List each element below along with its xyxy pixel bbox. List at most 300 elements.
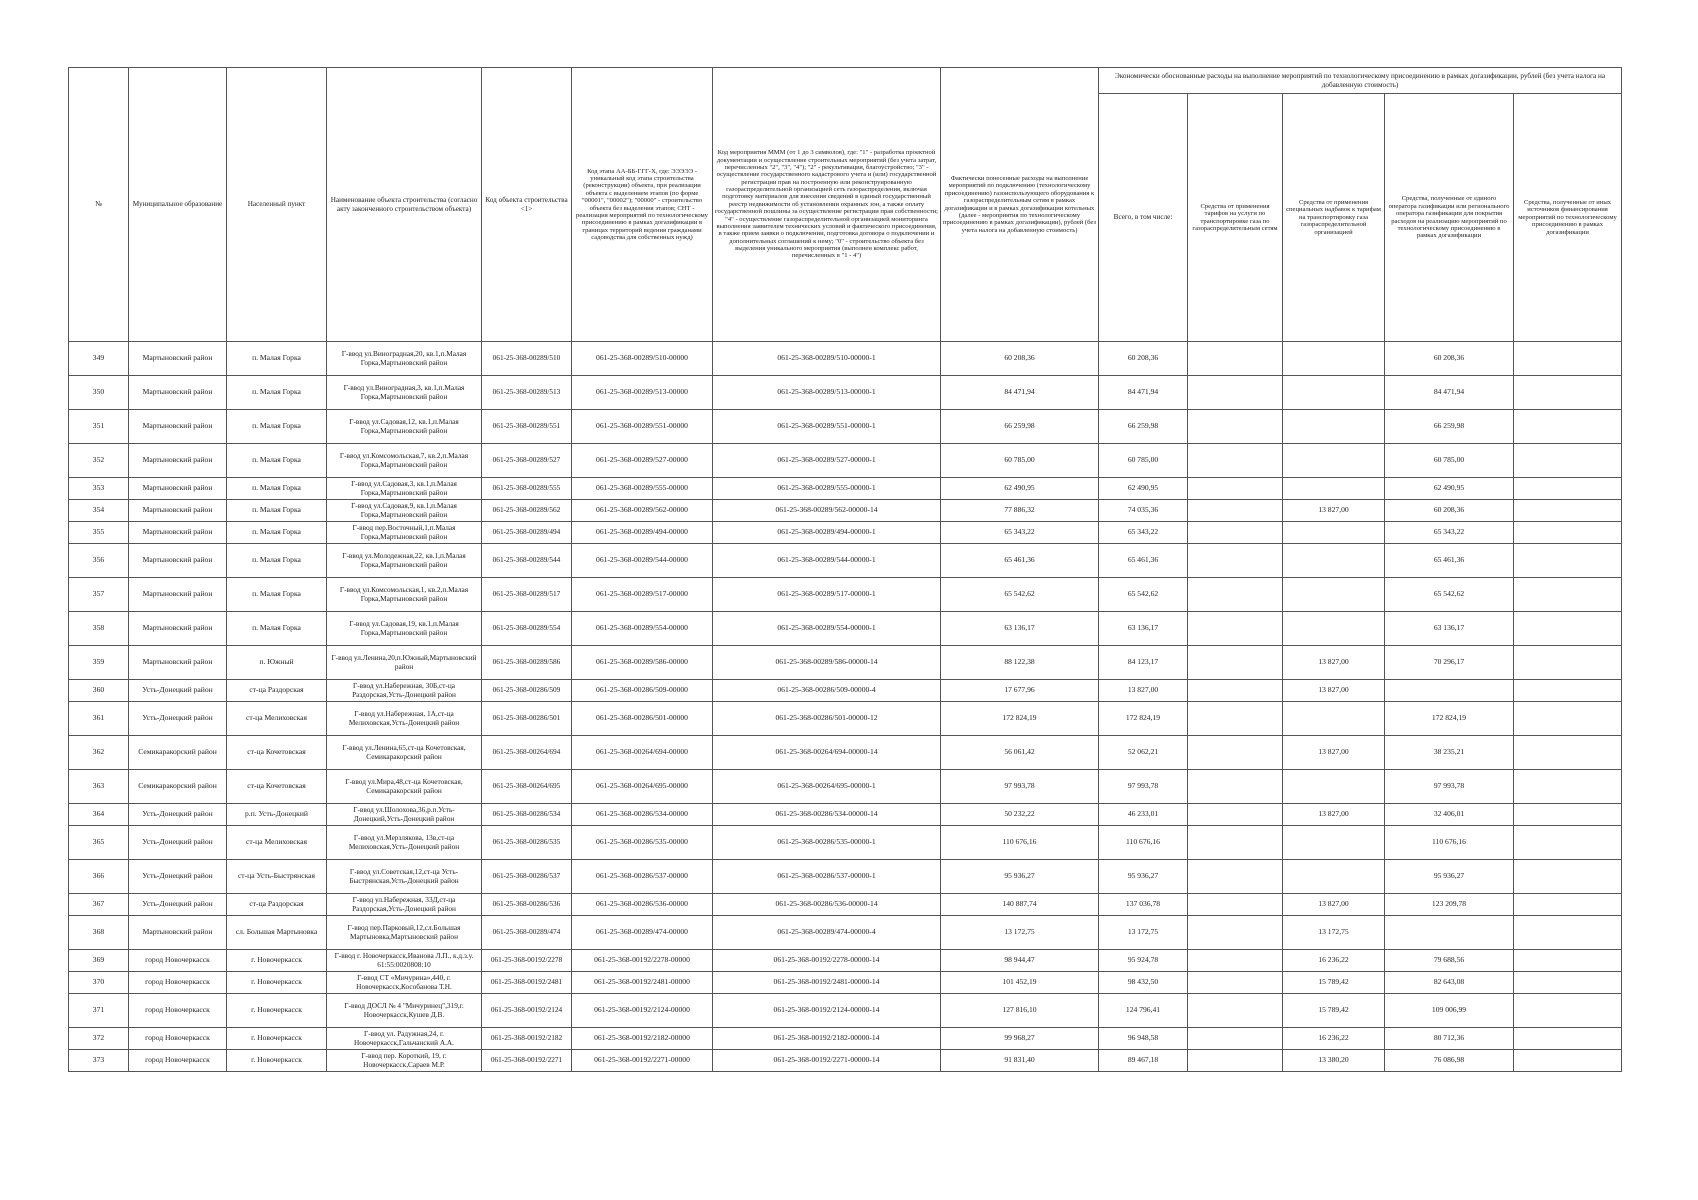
cell-total: 110 676,16 — [1099, 826, 1188, 860]
cell-measure-code: 061-25-368-00192/2271-00000-14 — [713, 1050, 941, 1072]
cell-num: 351 — [69, 410, 129, 444]
cell-operator: 38 235,21 — [1385, 736, 1514, 770]
cell-measure-code: 061-25-368-00289/527-00000-1 — [713, 444, 941, 478]
cell-total: 65 343,22 — [1099, 522, 1188, 544]
cell-tariff — [1188, 804, 1283, 826]
cell-other — [1514, 612, 1622, 646]
cell-stage-code: 061-25-368-00286/536-00000 — [572, 894, 713, 916]
cell-tariff — [1188, 612, 1283, 646]
cell-municipality: город Новочеркасск — [129, 972, 227, 994]
cell-other — [1514, 1050, 1622, 1072]
cell-tariff — [1188, 894, 1283, 916]
cell-actual: 60 785,00 — [941, 444, 1099, 478]
cell-num: 367 — [69, 894, 129, 916]
cell-total: 124 796,41 — [1099, 994, 1188, 1028]
cell-surcharge: 16 236,22 — [1283, 1028, 1385, 1050]
cell-surcharge — [1283, 578, 1385, 612]
cell-object: Г-ввод ул.Садовая,12, кв.1,п.Малая Горка,Мартыновский район — [327, 410, 482, 444]
cell-tariff — [1188, 1050, 1283, 1072]
cell-other — [1514, 342, 1622, 376]
cell-settlement: г. Новочеркасск — [227, 972, 327, 994]
cell-operator: 66 259,98 — [1385, 410, 1514, 444]
header-economic-group: Экономически обоснованные расходы на выполнение мероприятий по технологическому присоединению в рамках догазификации, рублей (без учета налога на добавленную стоимость) — [1099, 68, 1622, 94]
table-body — [69, 342, 1622, 1072]
cell-actual: 97 993,78 — [941, 770, 1099, 804]
cell-tariff — [1188, 680, 1283, 702]
header-municipality: Муниципальное образование — [129, 68, 227, 342]
cell-other — [1514, 376, 1622, 410]
cell-stage-code: 061-25-368-00286/537-00000 — [572, 860, 713, 894]
cell-measure-code: 061-25-368-00289/555-00000-1 — [713, 478, 941, 500]
cell-object: Г-ввод ДОСЛ № 4 "Мичуринец",319,г. Новочеркасск,Кушев Д.В. — [327, 994, 482, 1028]
cell-surcharge — [1283, 376, 1385, 410]
cell-stage-code: 061-25-368-00264/695-00000 — [572, 770, 713, 804]
cell-surcharge — [1283, 860, 1385, 894]
header-stage-code: Код этапа АА-ББ-ГГГ-Х, где: ЭЭЭЭЭ - уникальный код этапа строительства (реконструкции) объекта, при реализации объекта с выделением этапов (по форме "00001", "00002"); "00000" - строительство объекта без выделения этапов; СНТ - реализация мероприятий по технологическому присоединению в рамках догазификации в границах территорий ведения гражданами садоводства для собственных нужд) — [572, 68, 713, 342]
cell-municipality: Семикаракорский район — [129, 770, 227, 804]
cell-stage-code: 061-25-368-00289/474-00000 — [572, 916, 713, 950]
cell-settlement: п. Малая Горка — [227, 500, 327, 522]
cell-object: Г-ввод ул.Советская,12,ст-ца Усть-Быстрянская,Усть-Донецкий район — [327, 860, 482, 894]
cell-total: 137 036,78 — [1099, 894, 1188, 916]
cell-object-code: 061-25-368-00289/586 — [482, 646, 572, 680]
cell-other — [1514, 500, 1622, 522]
cell-total: 65 542,62 — [1099, 578, 1188, 612]
cell-measure-code: 061-25-368-00289/586-00000-14 — [713, 646, 941, 680]
cell-settlement: ст-ца Раздорская — [227, 680, 327, 702]
table-row — [69, 826, 1622, 860]
cell-operator: 172 824,19 — [1385, 702, 1514, 736]
cell-actual: 56 061,42 — [941, 736, 1099, 770]
cell-object-code: 061-25-368-00289/510 — [482, 342, 572, 376]
cell-operator: 62 490,95 — [1385, 478, 1514, 500]
cell-measure-code: 061-25-368-00264/695-00000-1 — [713, 770, 941, 804]
cell-stage-code: 061-25-368-00192/2182-00000 — [572, 1028, 713, 1050]
cell-object: Г-ввод ул.Набережная, 30Б,ст-ца Раздорская,Усть-Донецкий район — [327, 680, 482, 702]
cell-actual: 127 816,10 — [941, 994, 1099, 1028]
cell-stage-code: 061-25-368-00192/2278-00000 — [572, 950, 713, 972]
cell-object: Г-ввод ул.Комсомольская,7, кв.2,п.Малая Горка,Мартыновский район — [327, 444, 482, 478]
cell-municipality: город Новочеркасск — [129, 994, 227, 1028]
cell-other — [1514, 916, 1622, 950]
cell-total: 13 172,75 — [1099, 916, 1188, 950]
cell-object: Г-ввод ул.Садовая,3, кв.1,п.Малая Горка,Мартыновский район — [327, 478, 482, 500]
cell-total: 89 467,18 — [1099, 1050, 1188, 1072]
header-measure-code: Код мероприятия МММ (от 1 до 3 символов), где: "1" - разработка проектной документации и осуществление строительных мероприятий (без учета затрат, перечисленных "2", "3", "4"); "2" - рекультивация, благоустройство; "3" - осуществление государственного кадастрового учета и (или) государственной регистрации прав на построенную или реконструированную газораспределительной организацией сеть газораспределения, включая подготовку материалов для внесения сведений в единый государственный реестр недвижимости об установлении охранных зон, а также оплату государственной пошлины за осуществление регистрации прав собственности; "4" - осуществление газораспределительной организацией мониторинга выполнения заявителем технических условий и фактического присоединения, в также прием заявки о подключении, подготовка договора о подключении и дополнительных соглашений к нему; "0" - строительство объекта без выделения уникального мероприятия (выполнен комплекс работ, перечисленных в "1 - 4") — [713, 68, 941, 342]
cell-measure-code: 061-25-368-00286/509-00000-4 — [713, 680, 941, 702]
cell-other — [1514, 680, 1622, 702]
cell-surcharge — [1283, 410, 1385, 444]
cell-municipality: город Новочеркасск — [129, 1028, 227, 1050]
cell-stage-code: 061-25-368-00192/2271-00000 — [572, 1050, 713, 1072]
cell-operator: 60 785,00 — [1385, 444, 1514, 478]
cell-other — [1514, 1028, 1622, 1050]
cell-stage-code: 061-25-368-00192/2124-00000 — [572, 994, 713, 1028]
cell-num: 369 — [69, 950, 129, 972]
header-actual-costs: Фактически понесенные расходы на выполнение мероприятий по подключению (технологическому присоединению) газоиспользующего оборудования к газораспределительным сетям в рамках догазификации и в рамках догазификации котельных (далее - мероприятия по технологическому присоединению в рамках догазификации), рублей (без учета налога на добавленную стоимость) — [941, 68, 1099, 342]
table-row — [69, 376, 1622, 410]
cell-municipality: Мартыновский район — [129, 444, 227, 478]
cell-num: 363 — [69, 770, 129, 804]
cell-object-code: 061-25-368-00286/501 — [482, 702, 572, 736]
cell-actual: 60 208,36 — [941, 342, 1099, 376]
cell-stage-code: 061-25-368-00289/544-00000 — [572, 544, 713, 578]
cell-total: 98 432,50 — [1099, 972, 1188, 994]
cell-tariff — [1188, 500, 1283, 522]
cell-surcharge: 15 789,42 — [1283, 972, 1385, 994]
cell-object-code: 061-25-368-00264/695 — [482, 770, 572, 804]
cell-municipality: Мартыновский район — [129, 916, 227, 950]
cell-object: Г-ввод ул.Комсомольская,1, кв.2,п.Малая Горка,Мартыновский район — [327, 578, 482, 612]
table-row — [69, 702, 1622, 736]
cell-total: 84 123,17 — [1099, 646, 1188, 680]
cell-municipality: Мартыновский район — [129, 646, 227, 680]
cell-measure-code: 061-25-368-00289/494-00000-1 — [713, 522, 941, 544]
table-row — [69, 680, 1622, 702]
cell-measure-code: 061-25-368-00289/517-00000-1 — [713, 578, 941, 612]
cell-stage-code: 061-25-368-00289/494-00000 — [572, 522, 713, 544]
cell-surcharge: 16 236,22 — [1283, 950, 1385, 972]
cell-actual: 50 232,22 — [941, 804, 1099, 826]
cell-stage-code: 061-25-368-00289/551-00000 — [572, 410, 713, 444]
cell-other — [1514, 578, 1622, 612]
cell-num: 358 — [69, 612, 129, 646]
cell-surcharge — [1283, 770, 1385, 804]
cell-stage-code: 061-25-368-00289/586-00000 — [572, 646, 713, 680]
cell-tariff — [1188, 860, 1283, 894]
cell-measure-code: 061-25-368-00286/535-00000-1 — [713, 826, 941, 860]
cell-surcharge — [1283, 544, 1385, 578]
cell-operator: 84 471,94 — [1385, 376, 1514, 410]
cell-total: 60 785,00 — [1099, 444, 1188, 478]
cell-settlement: ст-ца Раздорская — [227, 894, 327, 916]
cell-object: Г-ввод ул.Ленина,20,п.Южный,Мартыновский район — [327, 646, 482, 680]
cell-object: Г-ввод пер. Короткий, 19, г. Новочеркасск,Сараев М.Р. — [327, 1050, 482, 1072]
cell-settlement: п. Малая Горка — [227, 612, 327, 646]
cell-tariff — [1188, 826, 1283, 860]
cell-tariff — [1188, 994, 1283, 1028]
cell-total: 97 993,78 — [1099, 770, 1188, 804]
cell-operator: 65 461,36 — [1385, 544, 1514, 578]
cell-num: 352 — [69, 444, 129, 478]
cell-num: 370 — [69, 972, 129, 994]
header-num: № — [69, 68, 129, 342]
cell-other — [1514, 972, 1622, 994]
cell-settlement: п. Малая Горка — [227, 376, 327, 410]
cell-actual: 95 936,27 — [941, 860, 1099, 894]
table-row — [69, 894, 1622, 916]
cell-municipality: Мартыновский район — [129, 522, 227, 544]
cell-actual: 65 461,36 — [941, 544, 1099, 578]
table-row — [69, 916, 1622, 950]
cell-operator: 80 712,36 — [1385, 1028, 1514, 1050]
cell-object-code: 061-25-368-00192/2271 — [482, 1050, 572, 1072]
cell-settlement: г. Новочеркасск — [227, 994, 327, 1028]
cell-object-code: 061-25-368-00286/536 — [482, 894, 572, 916]
table-row — [69, 478, 1622, 500]
cell-actual: 66 259,98 — [941, 410, 1099, 444]
cell-object-code: 061-25-368-00289/555 — [482, 478, 572, 500]
cell-other — [1514, 860, 1622, 894]
cell-other — [1514, 478, 1622, 500]
cell-municipality: Усть-Донецкий район — [129, 804, 227, 826]
cell-municipality: Мартыновский район — [129, 612, 227, 646]
cell-other — [1514, 994, 1622, 1028]
cell-total: 172 824,19 — [1099, 702, 1188, 736]
cell-stage-code: 061-25-368-00264/694-00000 — [572, 736, 713, 770]
table-row — [69, 950, 1622, 972]
cell-total: 84 471,94 — [1099, 376, 1188, 410]
cell-actual: 65 542,62 — [941, 578, 1099, 612]
cell-total: 52 062,21 — [1099, 736, 1188, 770]
cell-surcharge: 13 827,00 — [1283, 736, 1385, 770]
cell-municipality: Семикаракорский район — [129, 736, 227, 770]
cell-surcharge — [1283, 444, 1385, 478]
cell-municipality: Мартыновский район — [129, 410, 227, 444]
cell-other — [1514, 444, 1622, 478]
cell-tariff — [1188, 444, 1283, 478]
cell-object: Г-ввод ул.Шолохова,36,р.п.Усть-Донецкий,Усть-Донецкий район — [327, 804, 482, 826]
cell-num: 371 — [69, 994, 129, 1028]
cell-settlement: ст-ца Мелиховская — [227, 702, 327, 736]
cell-settlement: п. Малая Горка — [227, 522, 327, 544]
cell-object-code: 061-25-368-00289/474 — [482, 916, 572, 950]
cell-object: Г-ввод СТ «Мичурина»,440, г. Новочеркасск,Кособанова Т.Н. — [327, 972, 482, 994]
cell-stage-code: 061-25-368-00289/527-00000 — [572, 444, 713, 478]
cell-total: 95 924,78 — [1099, 950, 1188, 972]
cell-object-code: 061-25-368-00289/513 — [482, 376, 572, 410]
cell-num: 350 — [69, 376, 129, 410]
cell-object-code: 061-25-368-00192/2278 — [482, 950, 572, 972]
table-row — [69, 972, 1622, 994]
cell-settlement: п. Малая Горка — [227, 444, 327, 478]
cell-measure-code: 061-25-368-00286/534-00000-14 — [713, 804, 941, 826]
cell-object-code: 061-25-368-00289/527 — [482, 444, 572, 478]
table-row — [69, 860, 1622, 894]
cell-municipality: Мартыновский район — [129, 376, 227, 410]
cell-municipality: город Новочеркасск — [129, 1050, 227, 1072]
cell-settlement: п. Малая Горка — [227, 342, 327, 376]
cell-tariff — [1188, 478, 1283, 500]
cell-surcharge: 13 827,00 — [1283, 680, 1385, 702]
cell-object-code: 061-25-368-00286/537 — [482, 860, 572, 894]
header-object-name: Наименование объекта строительства (согласно акту законченного строительством объекта) — [327, 68, 482, 342]
cell-total: 46 233,01 — [1099, 804, 1188, 826]
cell-num: 362 — [69, 736, 129, 770]
cell-tariff — [1188, 410, 1283, 444]
table-row — [69, 1050, 1622, 1072]
cell-object: Г-ввод пер.Восточный,1,п.Малая Горка,Мартыновский район — [327, 522, 482, 544]
cell-operator: 32 406,01 — [1385, 804, 1514, 826]
cell-actual: 91 831,40 — [941, 1050, 1099, 1072]
cell-object-code: 061-25-368-00192/2124 — [482, 994, 572, 1028]
cell-object-code: 061-25-368-00289/544 — [482, 544, 572, 578]
cell-settlement: г. Новочеркасск — [227, 950, 327, 972]
cell-other — [1514, 770, 1622, 804]
cell-tariff — [1188, 1028, 1283, 1050]
cell-other — [1514, 804, 1622, 826]
cell-measure-code: 061-25-368-00286/537-00000-1 — [713, 860, 941, 894]
cell-operator: 97 993,78 — [1385, 770, 1514, 804]
cell-actual: 101 452,19 — [941, 972, 1099, 994]
cell-actual: 65 343,22 — [941, 522, 1099, 544]
cell-measure-code: 061-25-368-00264/694-00000-14 — [713, 736, 941, 770]
table-row — [69, 342, 1622, 376]
cell-measure-code: 061-25-368-00289/544-00000-1 — [713, 544, 941, 578]
cell-actual: 84 471,94 — [941, 376, 1099, 410]
cell-other — [1514, 950, 1622, 972]
cell-num: 354 — [69, 500, 129, 522]
cell-tariff — [1188, 916, 1283, 950]
cell-operator: 109 006,99 — [1385, 994, 1514, 1028]
cell-measure-code: 061-25-368-00289/510-00000-1 — [713, 342, 941, 376]
cell-actual: 62 490,95 — [941, 478, 1099, 500]
cell-stage-code: 061-25-368-00289/554-00000 — [572, 612, 713, 646]
cell-measure-code: 061-25-368-00286/536-00000-14 — [713, 894, 941, 916]
cell-measure-code: 061-25-368-00289/554-00000-1 — [713, 612, 941, 646]
cell-measure-code: 061-25-368-00192/2278-00000-14 — [713, 950, 941, 972]
cell-num: 353 — [69, 478, 129, 500]
header-tariff-means: Средства от применения тарифов на услуги по транспортировке газа по газораспределительным сетям — [1188, 94, 1283, 342]
cell-settlement: г. Новочеркасск — [227, 1028, 327, 1050]
cell-num: 365 — [69, 826, 129, 860]
table-row — [69, 770, 1622, 804]
header-settlement: Населенный пункт — [227, 68, 327, 342]
cell-total: 63 136,17 — [1099, 612, 1188, 646]
cell-measure-code: 061-25-368-00289/474-00000-4 — [713, 916, 941, 950]
cell-tariff — [1188, 770, 1283, 804]
cell-tariff — [1188, 950, 1283, 972]
cell-num: 349 — [69, 342, 129, 376]
header-operator-means: Средства, полученные от единого оператора газификации или регионального оператора газификации для покрытия расходов на реализацию мероприятий по технологическому присоединению в рамках догазификации — [1385, 94, 1514, 342]
table-row — [69, 804, 1622, 826]
cell-surcharge: 15 789,42 — [1283, 994, 1385, 1028]
cell-object-code: 061-25-368-00289/494 — [482, 522, 572, 544]
cell-tariff — [1188, 736, 1283, 770]
table-row — [69, 646, 1622, 680]
cell-stage-code: 061-25-368-00192/2481-00000 — [572, 972, 713, 994]
cell-surcharge: 13 827,00 — [1283, 894, 1385, 916]
cell-operator: 60 208,36 — [1385, 342, 1514, 376]
cell-actual: 63 136,17 — [941, 612, 1099, 646]
cell-object-code: 061-25-368-00192/2182 — [482, 1028, 572, 1050]
cell-other — [1514, 522, 1622, 544]
cell-total: 60 208,36 — [1099, 342, 1188, 376]
cell-object-code: 061-25-368-00264/694 — [482, 736, 572, 770]
cell-surcharge: 13 827,00 — [1283, 804, 1385, 826]
header-surcharge-means: Средства от применения специальных надбавок к тарифам на транспортировку газа газораспределительной организацией — [1283, 94, 1385, 342]
cell-tariff — [1188, 342, 1283, 376]
cell-tariff — [1188, 544, 1283, 578]
cell-object: Г-ввод ул.Виноградная,20, кв.1,п.Малая Горка,Мартыновский район — [327, 342, 482, 376]
cell-settlement: п. Малая Горка — [227, 544, 327, 578]
cell-surcharge — [1283, 478, 1385, 500]
cell-actual: 172 824,19 — [941, 702, 1099, 736]
cell-municipality: Мартыновский район — [129, 578, 227, 612]
cell-object-code: 061-25-368-00286/535 — [482, 826, 572, 860]
cell-municipality: Усть-Донецкий район — [129, 894, 227, 916]
cell-settlement: п. Малая Горка — [227, 478, 327, 500]
cell-operator: 123 209,78 — [1385, 894, 1514, 916]
cell-operator: 76 086,98 — [1385, 1050, 1514, 1072]
cell-surcharge: 13 172,75 — [1283, 916, 1385, 950]
cell-stage-code: 061-25-368-00286/535-00000 — [572, 826, 713, 860]
cell-settlement: г. Новочеркасск — [227, 1050, 327, 1072]
cell-surcharge — [1283, 342, 1385, 376]
cell-stage-code: 061-25-368-00289/517-00000 — [572, 578, 713, 612]
cell-object-code: 061-25-368-00289/551 — [482, 410, 572, 444]
cell-measure-code: 061-25-368-00192/2124-00000-14 — [713, 994, 941, 1028]
cell-stage-code: 061-25-368-00286/501-00000 — [572, 702, 713, 736]
table-row — [69, 522, 1622, 544]
cell-operator: 60 208,36 — [1385, 500, 1514, 522]
cell-tariff — [1188, 972, 1283, 994]
cell-surcharge — [1283, 612, 1385, 646]
cell-settlement: п. Южный — [227, 646, 327, 680]
cell-total: 13 827,00 — [1099, 680, 1188, 702]
cell-operator — [1385, 916, 1514, 950]
cell-municipality: Мартыновский район — [129, 544, 227, 578]
cell-measure-code: 061-25-368-00192/2182-00000-14 — [713, 1028, 941, 1050]
cell-settlement: п. Малая Горка — [227, 578, 327, 612]
header-object-code: Код объекта строительства <1> — [482, 68, 572, 342]
cell-total: 96 948,58 — [1099, 1028, 1188, 1050]
cell-object-code: 061-25-368-00289/562 — [482, 500, 572, 522]
cell-other — [1514, 646, 1622, 680]
cell-object-code: 061-25-368-00286/509 — [482, 680, 572, 702]
cell-object: Г-ввод пер.Парковый,12,сл.Большая Мартыновка,Мартыновский район — [327, 916, 482, 950]
cell-object-code: 061-25-368-00289/517 — [482, 578, 572, 612]
cell-object: Г-ввод ул.Молодежная,22, кв.1,п.Малая Горка,Мартыновский район — [327, 544, 482, 578]
cell-measure-code: 061-25-368-00289/551-00000-1 — [713, 410, 941, 444]
cell-surcharge — [1283, 702, 1385, 736]
cell-municipality: Усть-Донецкий район — [129, 826, 227, 860]
cell-object: Г-ввод г. Новочеркасск,Иванова Л.П., к.д.з.у. 61:55:0020808:10 — [327, 950, 482, 972]
cell-num: 364 — [69, 804, 129, 826]
cell-tariff — [1188, 578, 1283, 612]
cell-actual: 77 886,32 — [941, 500, 1099, 522]
cell-other — [1514, 702, 1622, 736]
cell-num: 360 — [69, 680, 129, 702]
cell-stage-code: 061-25-368-00289/513-00000 — [572, 376, 713, 410]
cell-surcharge: 13 827,00 — [1283, 500, 1385, 522]
cell-measure-code: 061-25-368-00289/562-00000-14 — [713, 500, 941, 522]
cell-num: 361 — [69, 702, 129, 736]
cell-tariff — [1188, 522, 1283, 544]
cell-num: 373 — [69, 1050, 129, 1072]
cell-operator — [1385, 680, 1514, 702]
cell-object: Г-ввод ул.Садовая,9, кв.1,п.Малая Горка,Мартыновский район — [327, 500, 482, 522]
cell-surcharge — [1283, 826, 1385, 860]
cell-surcharge: 13 827,00 — [1283, 646, 1385, 680]
cell-tariff — [1188, 376, 1283, 410]
table-row — [69, 994, 1622, 1028]
cell-total: 74 035,36 — [1099, 500, 1188, 522]
cell-object: Г-ввод ул.Ленина,65,ст-ца Кочетовская, Семикаракорский район — [327, 736, 482, 770]
cell-other — [1514, 410, 1622, 444]
cell-num: 359 — [69, 646, 129, 680]
cell-object: Г-ввод ул.Набережная, 33Д,ст-ца Раздорская,Усть-Донецкий район — [327, 894, 482, 916]
cell-num: 357 — [69, 578, 129, 612]
table-row — [69, 736, 1622, 770]
cell-actual: 13 172,75 — [941, 916, 1099, 950]
cell-stage-code: 061-25-368-00286/509-00000 — [572, 680, 713, 702]
cell-num: 356 — [69, 544, 129, 578]
cell-actual: 88 122,38 — [941, 646, 1099, 680]
cell-object: Г-ввод ул.Садовая,19, кв.1,п.Малая Горка,Мартыновский район — [327, 612, 482, 646]
cell-other — [1514, 544, 1622, 578]
cell-operator: 63 136,17 — [1385, 612, 1514, 646]
